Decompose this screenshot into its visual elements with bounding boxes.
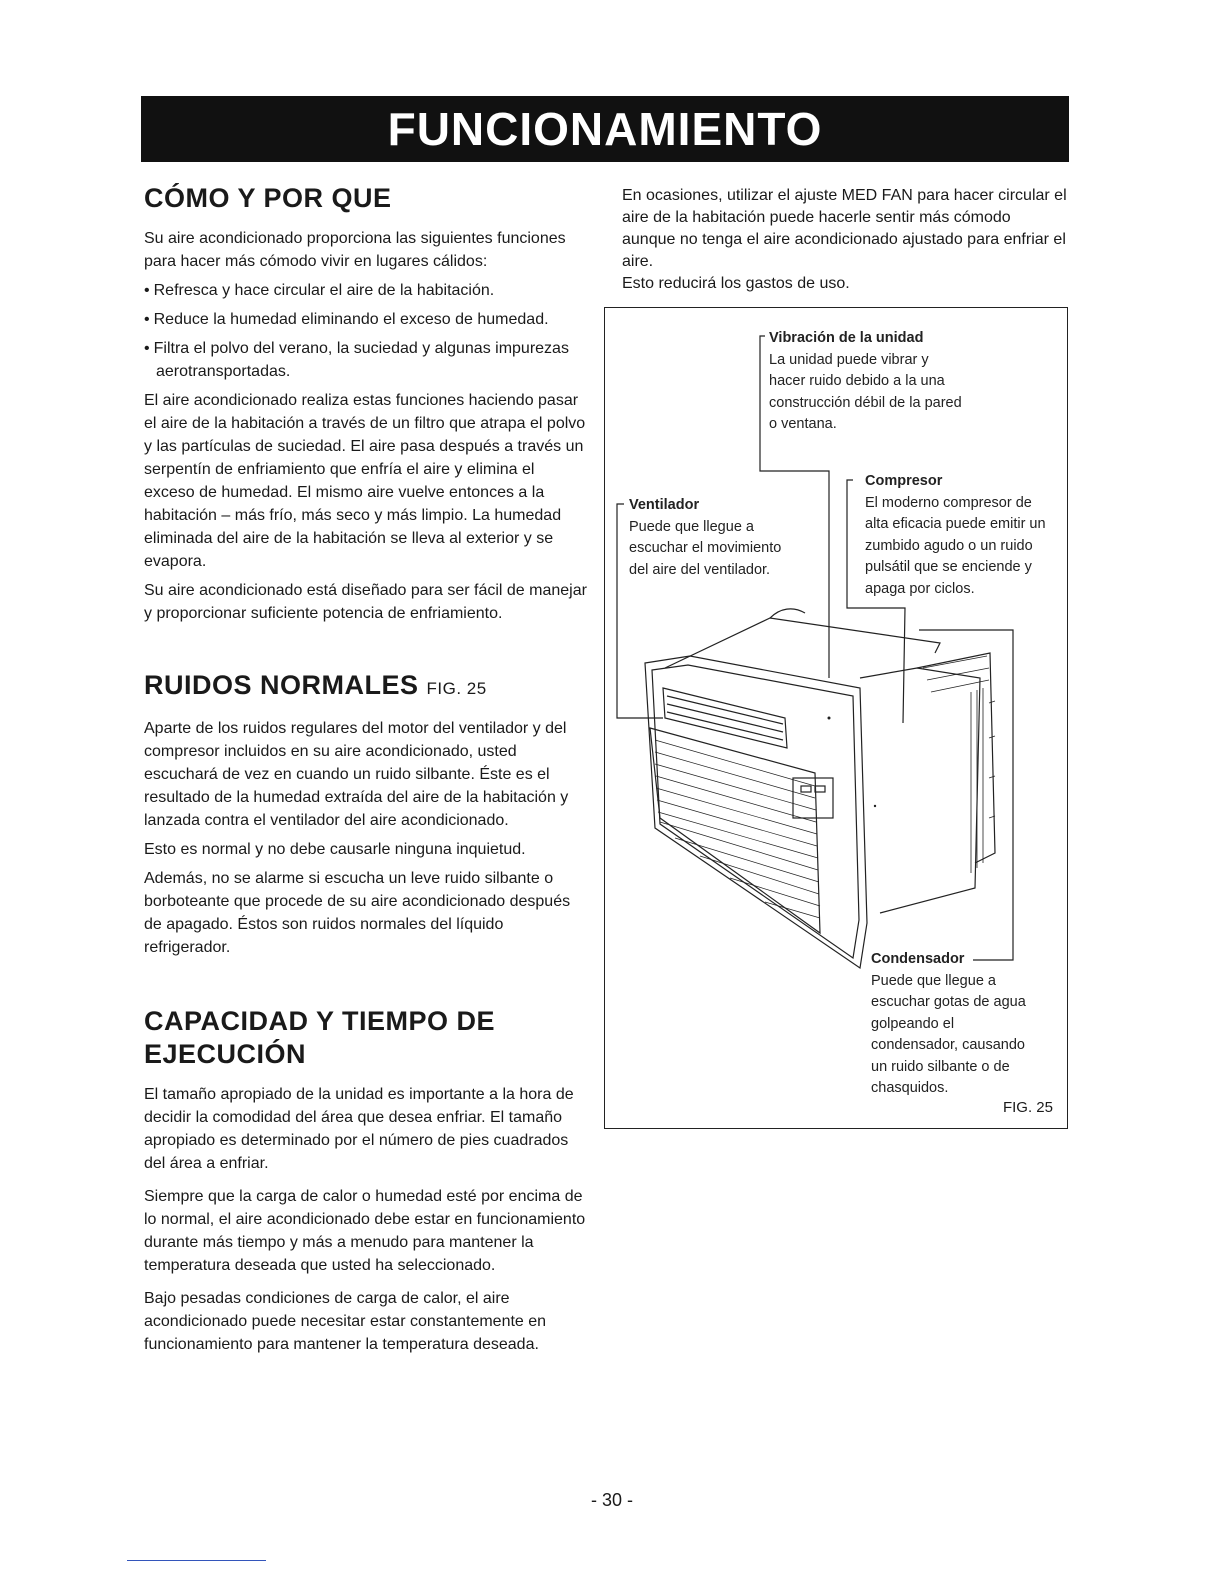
intro-paragraph: Su aire acondicionado proporciona las siguientes funciones para hacer más cómodo vivir en lugares cálidos: (144, 230, 566, 270)
heading-capacidad: CAPACIDAD Y TIEMPO DE EJECUCIÓN (144, 1006, 496, 1069)
heading-como-y-por-que: CÓMO Y POR QUE (144, 183, 392, 213)
callout-compresor (865, 471, 1065, 600)
callout-ventilador (629, 495, 829, 581)
callout-condensador (871, 949, 1061, 1100)
heading-ruidos-normales (144, 669, 589, 705)
list-item: • Filtra el polvo del verano, la suciedad y algunas impurezas aerotransportadas. (144, 337, 589, 383)
figure-25 (604, 307, 1068, 1129)
paragraph: El aire acondicionado realiza estas funciones haciendo pasar el aire de la habitación a través de un filtro que atrapa el polvo y las partículas de suciedad. El aire pasa después a través un serpentín de enfriamiento que enfría el aire y elimina el exceso de humedad. El mismo aire vuelve entonces a la habitación – más frío, más seco y más limpio. La humedad eliminada del aire de la habitación se lleva al exterior y se evapora. (144, 392, 586, 570)
callout-vibracion (769, 328, 1049, 436)
callout-text: Puede que llegue a escuchar el movimiento del aire del ventilador. (629, 518, 782, 578)
right-column-text (622, 185, 1067, 295)
callout-text: El moderno compresor de alta eficacia puede emitir un zumbido agudo o un ruido pulsátil que se enciende y apaga por ciclos. (865, 494, 1046, 597)
paragraph: Además, no se alarme si escucha un leve ruido silbante o borboteante que procede de su aire acondicionado después de apagado. Éstos son ruidos normales del líquido refrigerador. (144, 870, 571, 956)
paragraph: Aparte de los ruidos regulares del motor del ventilador y del compresor incluidos en su aire acondicionado, usted escuchará de vez en cuando un ruido silbante. Éste es el resultado de la humedad extraída del aire de la habitación y lanzada contra el ventilador del aire acondicionado. (144, 720, 569, 829)
figure-label: FIG. 25 (1002, 1099, 1053, 1116)
paragraph: Su aire acondicionado está diseñado para ser fácil de manejar y proporcionar suficiente potencia de enfriamiento. (144, 582, 587, 622)
paragraph: Siempre que la carga de calor o humedad esté por encima de lo normal, el aire acondicionado debe estar en funcionamiento durante más tiempo y más a menudo para mantener la temperatura deseada que usted ha seleccionado. (144, 1188, 586, 1274)
callout-title: Compresor (865, 473, 943, 489)
paragraph: Bajo pesadas condiciones de carga de calor, el aire acondicionado puede necesitar estar constantemente en funcionamiento para mantener la temperatura deseada. (144, 1290, 547, 1353)
page-number: - 30 - (590, 1490, 633, 1510)
paragraph: En ocasiones, utilizar el ajuste MED FAN para hacer circular el aire de la habitación puede hacerle sentir más cómodo aunque no tenga el aire acondicionado ajustado para enfriar el aire. (622, 187, 1067, 270)
list-item: • Reduce la humedad eliminando el exceso de humedad. (144, 308, 589, 331)
list-item: • Refresca y hace circular el aire de la habitación. (144, 279, 589, 302)
callout-text: Puede que llegue a escuchar gotas de agua golpeando el condensador, causando un ruido silbante o de chasquidos. (871, 972, 1026, 1096)
footer-rule (127, 1560, 266, 1561)
functions-list (144, 279, 589, 383)
left-column (144, 182, 589, 1362)
paragraph: Esto reducirá los gastos de uso. (622, 275, 850, 292)
callout-text: La unidad puede vibrar y hacer ruido debido a la una construcción débil de la pared o ventana. (769, 351, 962, 432)
callout-title: Vibración de la unidad (769, 330, 924, 346)
callout-title: Condensador (871, 951, 965, 967)
page-banner: FUNCIONAMIENTO (141, 96, 1069, 162)
paragraph: Esto es normal y no debe causarle ninguna inquietud. (144, 841, 526, 858)
paragraph: El tamaño apropiado de la unidad es importante a la hora de decidir la comodidad del área que desea enfriar. El tamaño apropiado es determinado por el número de pies cuadrados del área a enfriar. (144, 1086, 574, 1172)
figure-reference: FIG. 25 (426, 679, 487, 698)
heading-text: RUIDOS NORMALES (144, 670, 419, 700)
callout-title: Ventilador (629, 497, 700, 513)
